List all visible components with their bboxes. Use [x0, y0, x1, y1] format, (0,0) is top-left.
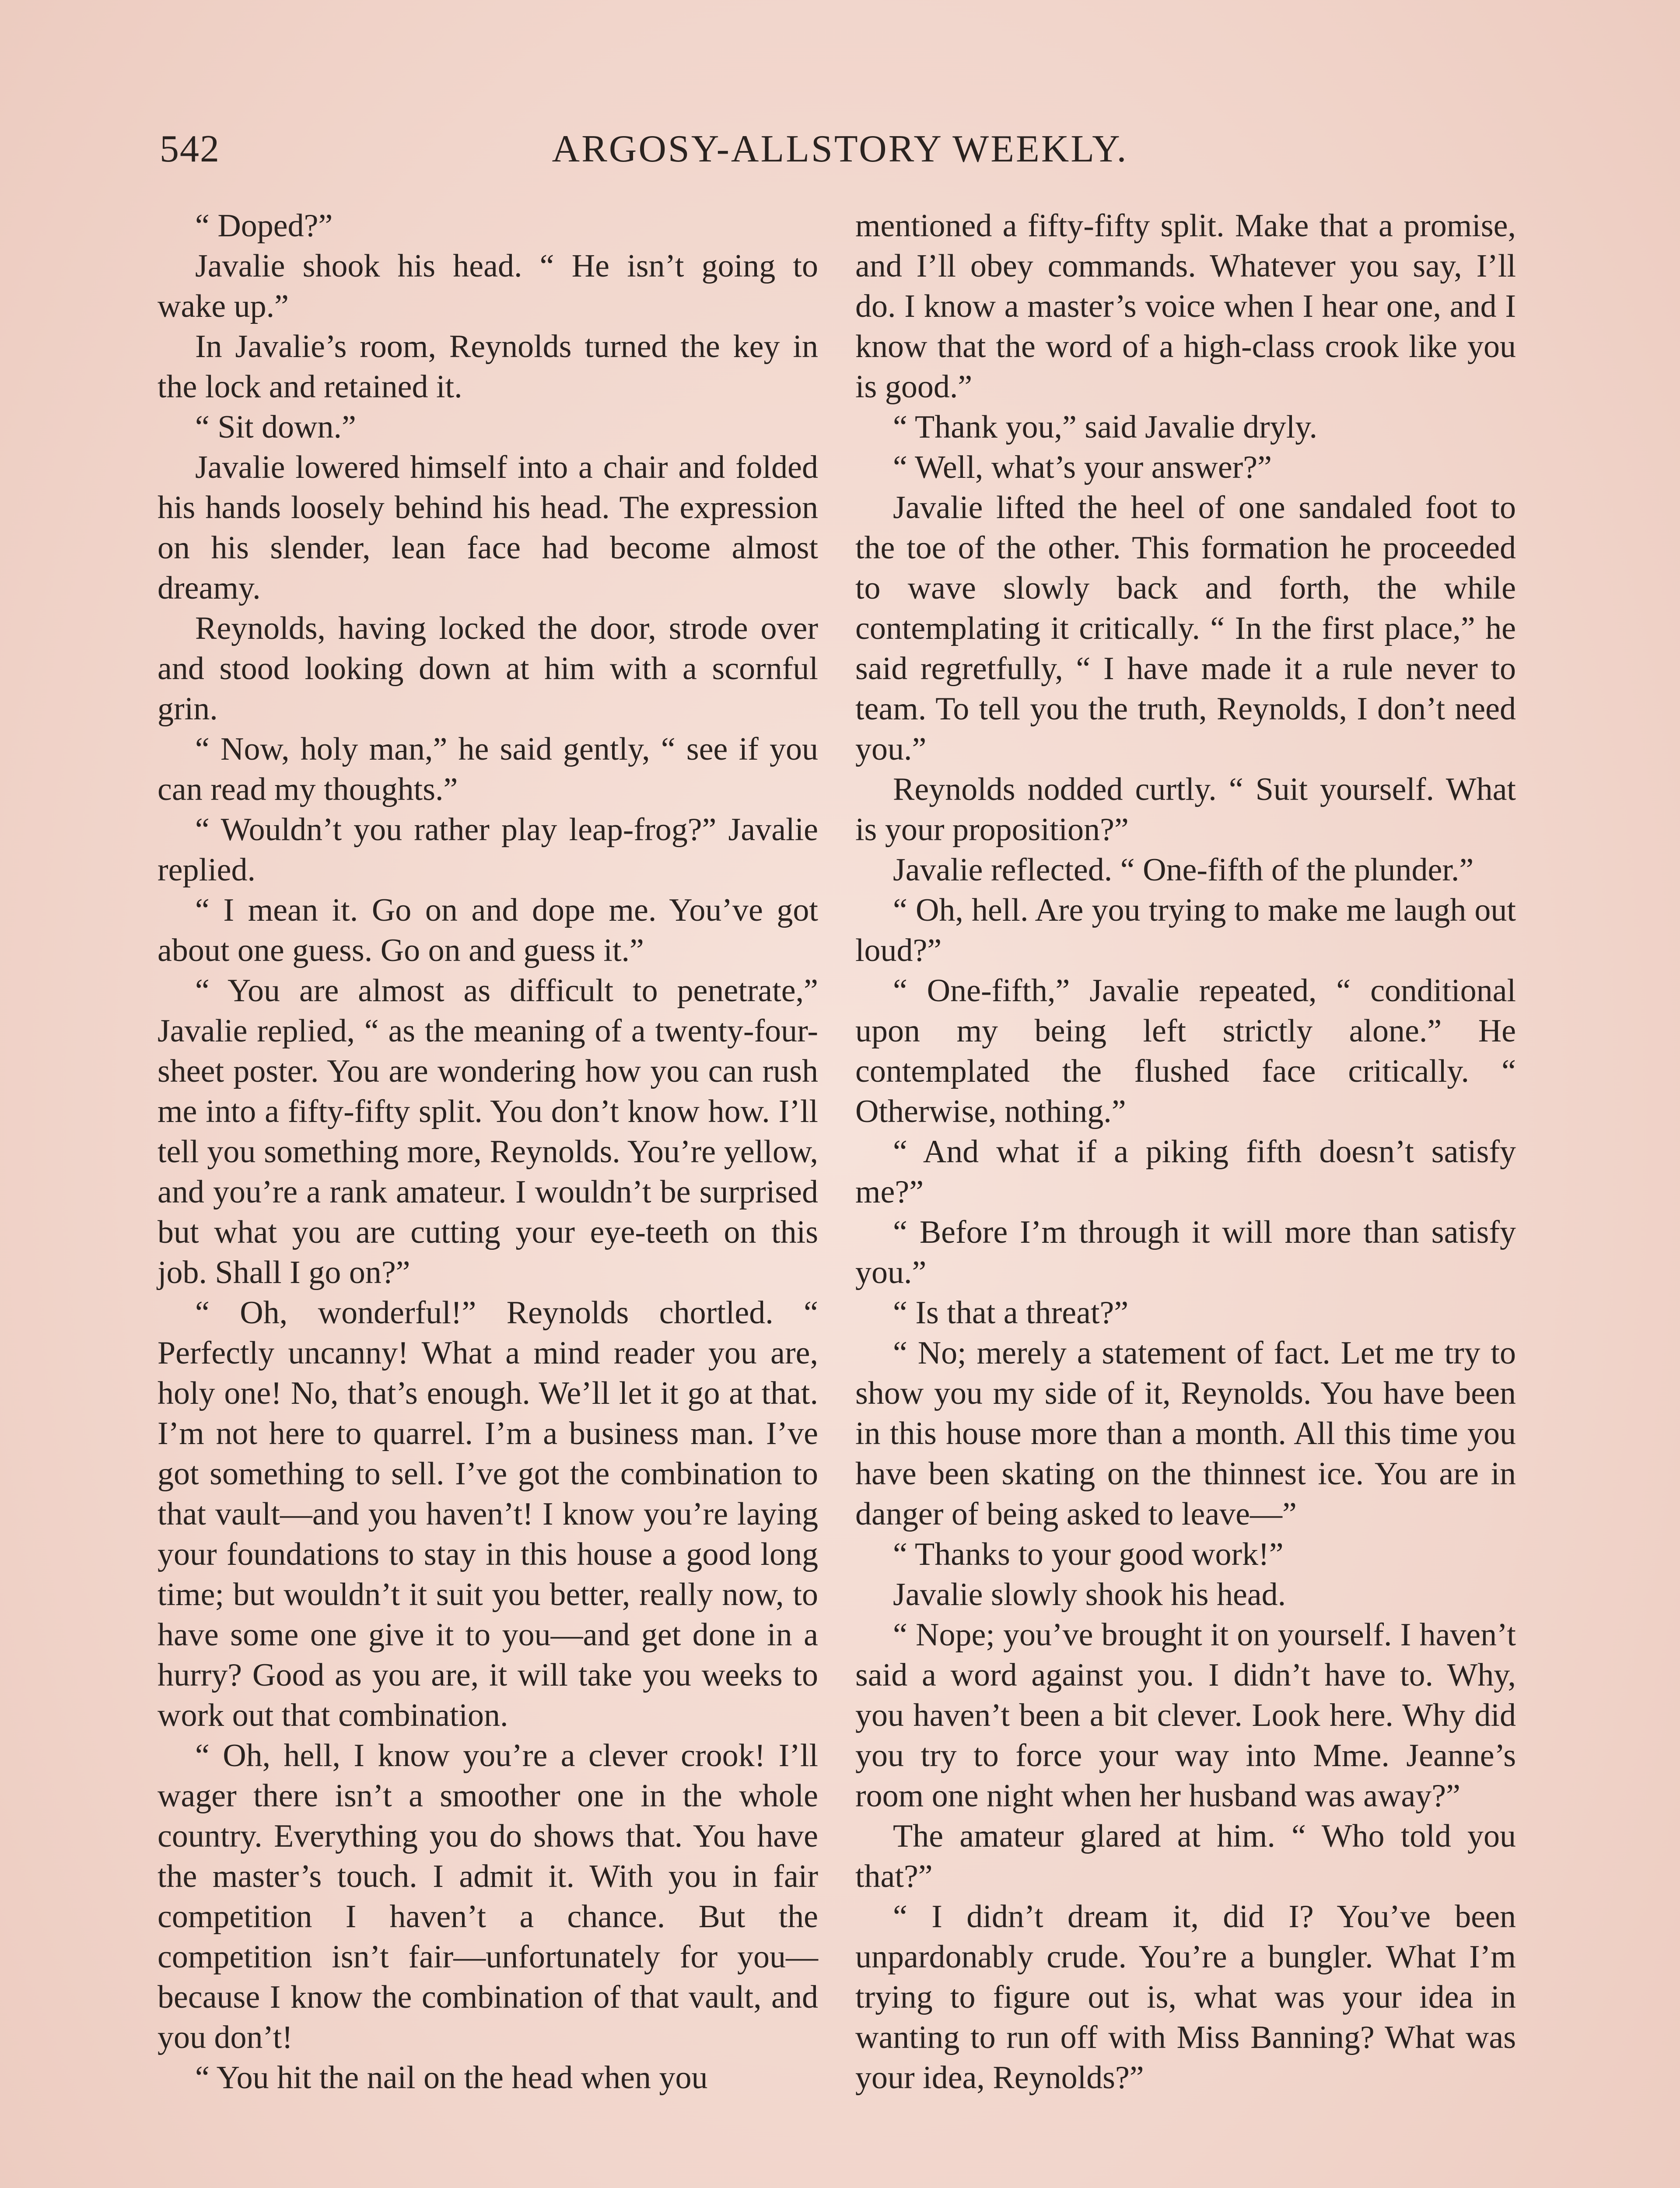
paragraph: Reynolds, having locked the door, strode over and stood looking down at him with a scornful grin.	[158, 610, 818, 727]
paragraph: “ And what if a piking fifth doesn’t satisfy me?”	[855, 1134, 1516, 1210]
paragraph: Javalie shook his head. “ He isn’t going to wake up.”	[158, 248, 818, 324]
paragraph: The amateur glared at him. “ Who told you that?”	[855, 1818, 1516, 1894]
paragraph: “ Now, holy man,” he said gently, “ see if you can read my thoughts.”	[158, 731, 818, 807]
paragraph: “ Oh, hell. Are you trying to make me laugh out loud?”	[855, 892, 1516, 968]
paragraph: Javalie lowered himself into a chair and folded his hands loosely behind his head. The expression on his slender, lean face had become almost dreamy.	[158, 449, 818, 606]
paragraph: “ Thank you,” said Javalie dryly.	[893, 409, 1317, 445]
paragraph: “ You hit the nail on the head when you	[195, 2060, 708, 2096]
paragraph: “ Before I’m through it will more than satisfy you.”	[855, 1214, 1516, 1290]
paragraph: Javalie lifted the heel of one sandaled foot to the toe of the other. This formation he proceeded to wave slowly back and forth, the while contemplating it critically. “ In the first place,” he said regretfully, “ I have made it a rule never to team. To tell you the truth, Reynolds, I don’t need you.”	[855, 490, 1516, 767]
page-header	[160, 127, 1520, 175]
paragraph: Javalie reflected. “ One-fifth of the plunder.”	[893, 852, 1474, 888]
right-column	[855, 206, 1516, 2098]
paragraph: “ I didn’t dream it, did I? You’ve been unpardonably crude. You’re a bungler. What I’m trying to figure out is, what was your idea in wanting to run off with Miss Banning? What was your idea, Reynolds?”	[855, 1899, 1516, 2096]
paragraph: “ I mean it. Go on and dope me. You’ve got about one guess. Go on and guess it.”	[158, 892, 818, 968]
paragraph: “ Sit down.”	[195, 409, 356, 445]
paragraph: “ One-fifth,” Javalie repeated, “ conditional upon my being left strictly alone.” He contemplated the flushed face critically. “ Otherwise, nothing.”	[855, 973, 1516, 1129]
paragraph: mentioned a fifty-fifty split. Make that a promise, and I’ll obey commands. Whatever you say, I’ll do. I know a master’s voice when I hear one, and I know that the word of a high-class crook like you is good.”	[855, 208, 1516, 405]
left-column	[158, 206, 818, 2098]
paragraph: “ Thanks to your good work!”	[893, 1536, 1284, 1572]
paragraph: “ Well, what’s your answer?”	[893, 449, 1272, 485]
paragraph: “ No; merely a statement of fact. Let me try to show you my side of it, Reynolds. You have been in this house more than a month. All this time you have been skating on the thinnest ice. You are in danger of being asked to leave—”	[855, 1335, 1516, 1532]
paragraph: “ Wouldn’t you rather play leap-frog?” Javalie replied.	[158, 812, 818, 888]
paragraph: “ Nope; you’ve brought it on yourself. I haven’t said a word against you. I didn’t have to. Why, you haven’t been a bit clever. Look here. Why did you try to force your way into Mme. Jeanne’s room one night when her husband was away?”	[855, 1617, 1516, 1814]
paragraph: “ Is that a threat?”	[893, 1295, 1129, 1331]
paragraph: Reynolds nodded curtly. “ Suit yourself. What is your proposition?”	[855, 771, 1516, 848]
paragraph: “ Doped?”	[195, 208, 333, 244]
paragraph: In Javalie’s room, Reynolds turned the key in the lock and retained it.	[158, 329, 818, 405]
running-head: ARGOSY-ALLSTORY WEEKLY.	[552, 128, 1128, 170]
page-number: 542	[160, 128, 220, 170]
paragraph: “ You are almost as difficult to penetrate,” Javalie replied, “ as the meaning of a twenty-four-sheet poster. You are wondering how you can rush me into a fifty-fifty split. You don’t know how. I’ll tell you something more, Reynolds. You’re yellow, and you’re a rank amateur. I wouldn’t be surprised but what you are cutting your eye-teeth on this job. Shall I go on?”	[158, 973, 818, 1290]
paragraph: Javalie slowly shook his head.	[893, 1577, 1286, 1613]
paragraph: “ Oh, wonderful!” Reynolds chortled. “ Perfectly uncanny! What a mind reader you are, holy one! No, that’s enough. We’ll let it go at that. I’m not here to quarrel. I’m a business man. I’ve got something to sell. I’ve got the combination to that vault—and you haven’t! I know you’re laying your foundations to stay in this house a good long time; but wouldn’t it suit you better, really now, to have some one give it to you—and get done in a hurry? Good as you are, it will take you weeks to work out that combination.	[158, 1295, 818, 1733]
paragraph: “ Oh, hell, I know you’re a clever crook! I’ll wager there isn’t a smoother one in the whole country. Everything you do shows that. You have the master’s touch. I admit it. With you in fair competition I haven’t a chance. But the competition isn’t fair—unfortunately for you—because I know the combination of that vault, and you don’t!	[158, 1738, 818, 2055]
